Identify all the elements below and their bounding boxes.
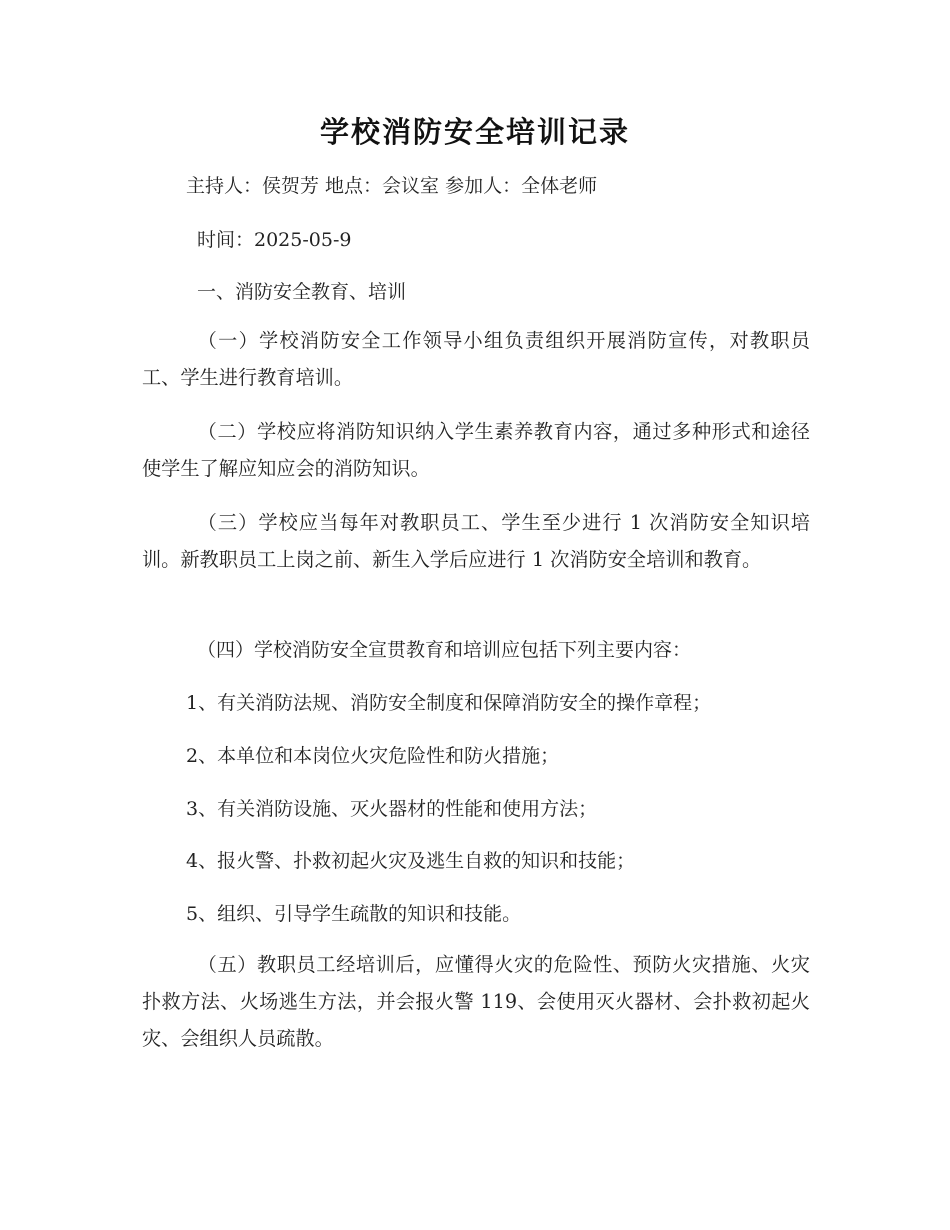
list-item: 5、组织、引导学生疏散的知识和技能。 (186, 903, 522, 925)
list-item: 2、本单位和本岗位火灾危险性和防火措施； (186, 745, 560, 767)
paragraph-3: （三）学校应当每年对教职员工、学生至少进行 1 次消防安全知识培训。新教职员工上岗之前、新生入学后应进行 1 次消防安全培训和教育。 (142, 511, 810, 571)
paragraph-5: （五）教职员工经培训后，应懂得火灾的危险性、预防火灾措施、火灾扑救方法、火场逃生方法，并会报火警 119、会使用灭火器材、会扑救初起火灾、会组织人员疏散。 (142, 953, 810, 1050)
paragraph-2: （二）学校应将消防知识纳入学生素养教育内容，通过多种形式和途径使学生了解应知应会的消防知识。 (142, 420, 810, 480)
list-item: 3、有关消防设施、灭火器材的性能和使用方法； (186, 798, 598, 820)
list-item: 4、报火警、扑救初起火灾及逃生自救的知识和技能； (186, 850, 636, 872)
meta-line: 主持人：侯贺芳 地点：会议室 参加人：全体老师 (186, 175, 598, 197)
document-title: 学校消防安全培训记录 (319, 115, 630, 149)
paragraph-4: （四）学校消防安全宣贯教育和培训应包括下列主要内容： (197, 639, 692, 661)
list-item: 1、有关消防法规、消防安全制度和保障消防安全的操作章程； (186, 692, 712, 714)
time-line: 时间：2025-05-9 (197, 229, 352, 251)
paragraph-1: （一）学校消防安全工作领导小组负责组织开展消防宣传，对教职员工、学生进行教育培训。 (142, 329, 810, 389)
section-heading: 一、消防安全教育、培训 (197, 281, 407, 303)
